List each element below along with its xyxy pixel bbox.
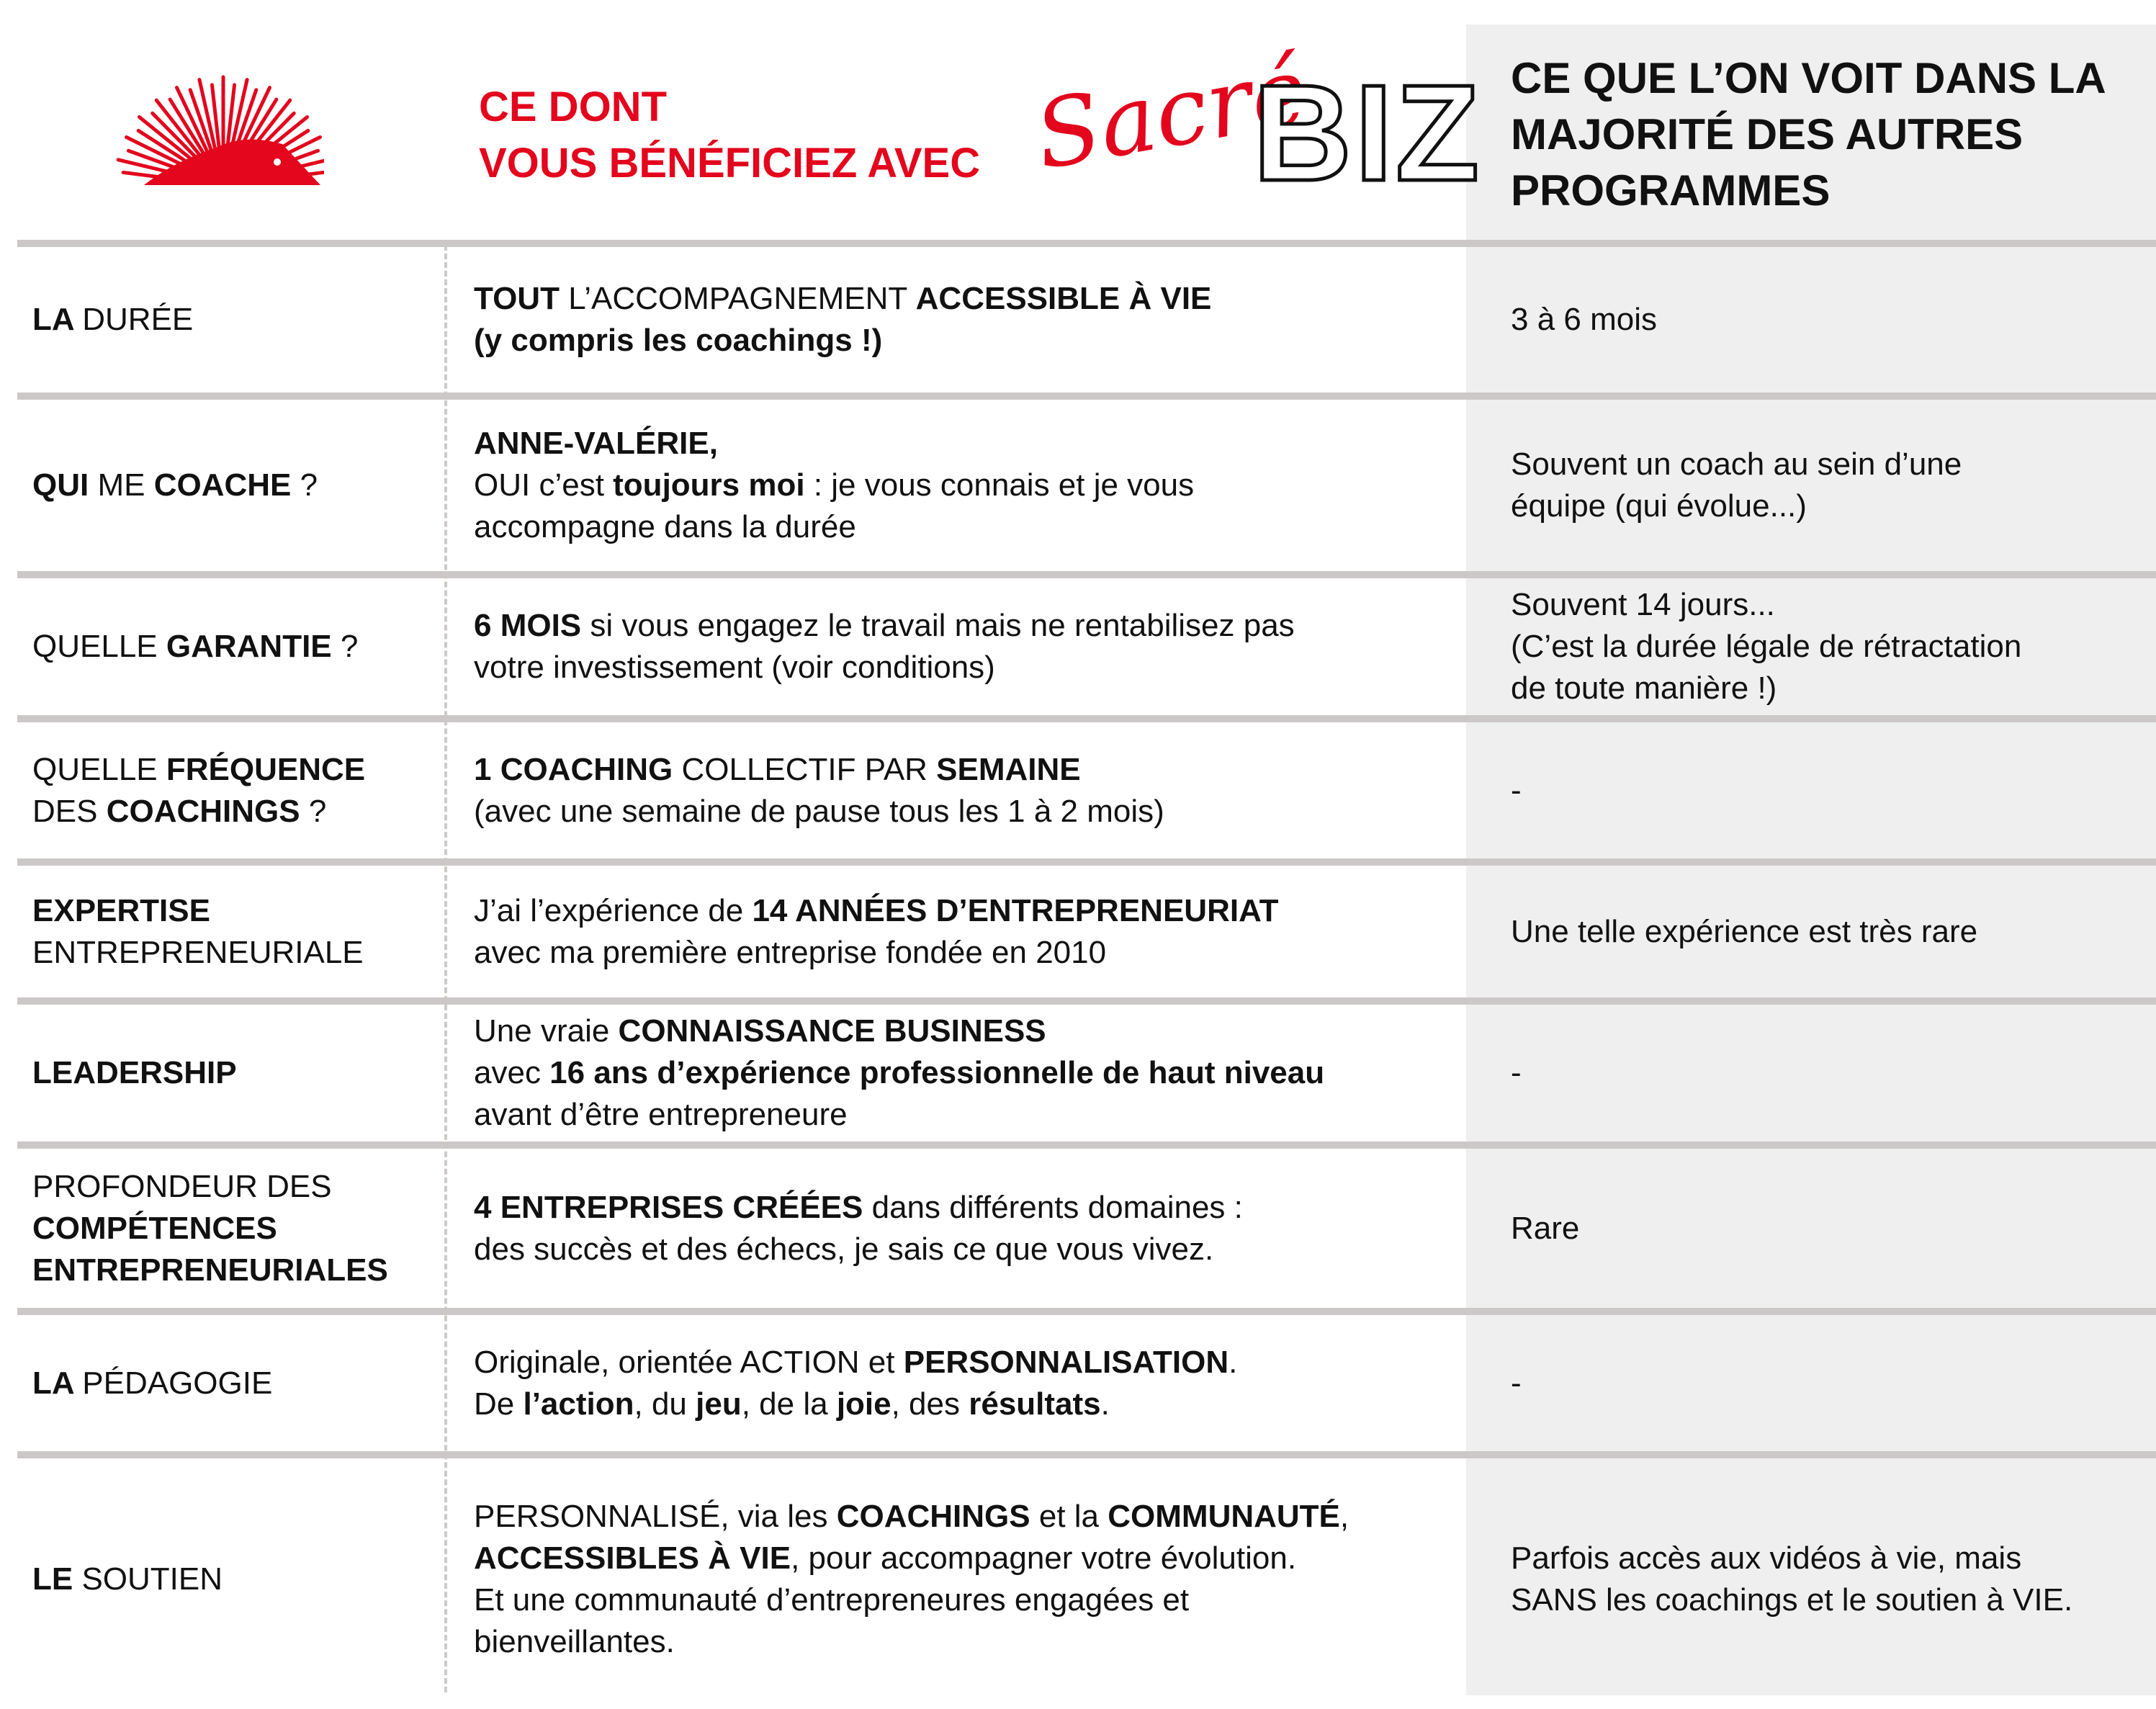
- text: J’ai l’expérience de: [474, 892, 753, 928]
- cell-line: [474, 320, 1453, 362]
- cell-line: Souvent un coach au sein d’une: [1511, 447, 1962, 482]
- text: DURÉE: [82, 302, 194, 337]
- bold-text: LEADERSHIP: [32, 1055, 237, 1090]
- comparison-title-line: CE QUE L’ON VOIT DANS LA: [1511, 54, 2106, 102]
- row-divider: [17, 393, 2156, 400]
- bold-text: LE: [32, 1561, 82, 1597]
- text: dans différents domaines :: [863, 1189, 1243, 1225]
- text: ME: [89, 467, 154, 503]
- criterion-cell: [32, 866, 436, 997]
- cell-line: [474, 1342, 1453, 1383]
- bold-text: COMMUNAUTÉ: [1108, 1498, 1340, 1534]
- text: , pour accompagner votre évolution.: [791, 1540, 1297, 1576]
- criterion-cell: [32, 400, 436, 571]
- others-cell: [1511, 866, 2144, 997]
- table-row: [0, 578, 2156, 715]
- text: ?: [300, 793, 327, 829]
- cell-line: [474, 465, 1453, 506]
- text: bienveillantes.: [474, 1623, 675, 1659]
- text: , du: [634, 1386, 696, 1422]
- table-row: [0, 1458, 2156, 1700]
- text: ,: [1339, 1498, 1349, 1534]
- cell-line: [32, 791, 436, 833]
- cell-line: équipe (qui évolue...): [1511, 488, 1807, 524]
- text: ?: [291, 467, 318, 503]
- comparison-column-title: [1511, 50, 2106, 219]
- others-cell: [1511, 247, 2144, 393]
- cell-line: [32, 890, 436, 932]
- table-row: [0, 722, 2156, 858]
- row-divider: [17, 1141, 2156, 1149]
- cell-line: [474, 423, 1453, 465]
- text: ?: [331, 629, 359, 664]
- bold-text: LA: [32, 302, 83, 337]
- bold-text: COACHE: [153, 467, 292, 503]
- cell-line: 3 à 6 mois: [1511, 302, 1657, 337]
- bold-text: jeu: [696, 1386, 742, 1422]
- bold-text: (y compris les coachings !): [474, 323, 883, 358]
- bold-text: TOUT: [474, 281, 560, 316]
- sacrebiz-cell: [474, 866, 1453, 997]
- cell-line: [474, 647, 1453, 688]
- text: avec ma première entreprise fondée en 2010: [474, 934, 1107, 970]
- cell-line: Rare: [1511, 1210, 1580, 1246]
- table-row: [0, 1149, 2156, 1308]
- cell-line: [474, 1579, 1453, 1621]
- table-row: [0, 400, 2156, 571]
- cell-line: [32, 1558, 436, 1600]
- text: PERSONNALISÉ, via les: [474, 1498, 837, 1534]
- others-cell: [1511, 1458, 2144, 1700]
- text: ENTREPRENEURIALE: [32, 934, 364, 970]
- text: Et une communauté d’entrepreneures engagées et: [474, 1582, 1190, 1618]
- cell-line: [32, 299, 436, 341]
- cell-line: [32, 749, 436, 791]
- table-row: [0, 247, 2156, 393]
- cell-line: [474, 1229, 1453, 1270]
- brand-script-wordmark: Sacré: [1027, 35, 1315, 191]
- text: PÉDAGOGIE: [82, 1365, 273, 1401]
- text: des succès et des échecs, je sais ce que vous vivez.: [474, 1231, 1214, 1267]
- text: Une vraie: [474, 1013, 619, 1049]
- text: (avec une semaine de pause tous les 1 à 2 mois): [474, 793, 1164, 829]
- bold-text: ACCESSIBLE À VIE: [915, 281, 1212, 316]
- criterion-cell: [32, 1149, 436, 1308]
- bold-text: ANNE-VALÉRIE,: [474, 426, 718, 461]
- bold-text: COACHINGS: [836, 1498, 1030, 1534]
- comparison-title-line: MAJORITÉ DES AUTRES: [1511, 110, 2024, 158]
- cell-line: [474, 749, 1453, 791]
- cell-line: Parfois accès aux vidéos à vie, mais: [1511, 1540, 2022, 1576]
- header-title-line: CE DONT: [479, 84, 667, 130]
- row-divider: [17, 997, 2156, 1005]
- cell-line: -: [1511, 1365, 1522, 1401]
- text: DES: [32, 793, 107, 829]
- cell-line: [32, 1166, 436, 1208]
- cell-line: -: [1511, 772, 1522, 808]
- bold-text: ACCESSIBLES À VIE: [474, 1540, 791, 1576]
- bold-text: 16 ans d’expérience professionnelle de haut niveau: [549, 1055, 1325, 1090]
- others-cell: [1511, 1149, 2144, 1308]
- table-row: [0, 1005, 2156, 1141]
- cell-line: [32, 465, 436, 506]
- cell-line: [474, 1383, 1453, 1425]
- criterion-cell: [32, 578, 436, 715]
- criterion-cell: [32, 1005, 436, 1141]
- text: et la: [1030, 1498, 1108, 1534]
- bold-text: toujours moi: [613, 467, 805, 503]
- criterion-cell: [32, 247, 436, 393]
- row-divider: [17, 858, 2156, 866]
- table-row: [0, 1315, 2156, 1451]
- bold-text: COMPÉTENCES: [32, 1210, 277, 1246]
- bold-text: EXPERTISE: [32, 892, 210, 928]
- bold-text: 1 COACHING: [474, 751, 673, 787]
- sacrebiz-cell: [474, 400, 1453, 571]
- cell-line: [474, 605, 1453, 647]
- criterion-cell: [32, 722, 436, 858]
- text: QUELLE: [32, 629, 166, 664]
- cell-line: Souvent 14 jours...: [1511, 587, 1775, 622]
- bold-text: SEMAINE: [936, 751, 1081, 787]
- criterion-cell: [32, 1458, 436, 1700]
- brand-logo: [1027, 35, 1483, 210]
- cell-line: [32, 932, 436, 974]
- bold-text: joie: [836, 1386, 891, 1422]
- cell-line: Une telle expérience est très rare: [1511, 913, 1978, 949]
- table-row: [0, 866, 2156, 997]
- bold-text: GARANTIE: [166, 629, 332, 664]
- others-cell: [1511, 722, 2144, 858]
- text: si vous engagez le travail mais ne rentabilisez pas: [581, 608, 1295, 643]
- red-sunburst-hedgehog-logo: [115, 61, 324, 191]
- cell-line: [474, 1621, 1453, 1663]
- bold-text: ENTREPRENEURIALES: [32, 1252, 388, 1288]
- cell-line: [474, 1538, 1453, 1579]
- text: Originale, orientée ACTION et: [474, 1344, 904, 1380]
- text: QUELLE: [32, 751, 166, 787]
- text: avant d’être entrepreneure: [474, 1097, 848, 1132]
- text: L’ACCOMPAGNEMENT: [559, 281, 916, 316]
- cell-line: [32, 1052, 436, 1094]
- cell-line: [32, 1363, 436, 1404]
- text: OUI c’est: [474, 467, 614, 503]
- cell-line: [32, 626, 436, 668]
- text: .: [1229, 1344, 1238, 1380]
- bold-text: COACHINGS: [106, 793, 300, 829]
- bold-text: LA: [32, 1365, 83, 1401]
- sacrebiz-cell: [474, 578, 1453, 715]
- cell-line: (C’est la durée légale de rétractation: [1511, 629, 2022, 664]
- text: avec: [474, 1055, 550, 1090]
- row-divider: [17, 1308, 2156, 1315]
- sacrebiz-cell: [474, 247, 1453, 393]
- cell-line: [474, 932, 1453, 974]
- row-divider: [17, 571, 2156, 578]
- bold-text: 6 MOIS: [474, 608, 582, 643]
- cell-line: [474, 506, 1453, 548]
- cell-line: [474, 1094, 1453, 1136]
- text: , des: [891, 1386, 969, 1422]
- row-divider: [17, 240, 2156, 247]
- cell-line: [474, 1496, 1453, 1538]
- header-title-line: VOUS BÉNÉFICIEZ AVEC: [479, 140, 981, 187]
- text: De: [474, 1386, 524, 1422]
- bold-text: 4 ENTREPRISES CRÉÉES: [474, 1189, 863, 1225]
- row-divider: [17, 1451, 2156, 1458]
- others-cell: [1511, 1005, 2144, 1141]
- cell-line: [32, 1208, 436, 1250]
- criterion-cell: [32, 1315, 436, 1451]
- comparison-title-line: PROGRAMMES: [1511, 166, 1831, 215]
- row-divider: [17, 715, 2156, 722]
- text: , de la: [741, 1386, 837, 1422]
- sacrebiz-cell: [474, 722, 1453, 858]
- text: SOUTIEN: [81, 1561, 223, 1597]
- text: votre investissement (voir conditions): [474, 650, 995, 685]
- text: PROFONDEUR DES: [32, 1168, 332, 1204]
- sacrebiz-cell: [474, 1005, 1453, 1141]
- cell-line: [474, 791, 1453, 833]
- sacrebiz-cell: [474, 1315, 1453, 1451]
- cell-line: [474, 890, 1453, 932]
- bold-text: FRÉQUENCE: [166, 751, 366, 787]
- text: COLLECTIF PAR: [673, 751, 937, 787]
- cell-line: SANS les coachings et le soutien à VIE.: [1511, 1582, 2073, 1618]
- text: .: [1100, 1386, 1110, 1422]
- bold-text: résultats: [969, 1386, 1101, 1422]
- cell-line: -: [1511, 1055, 1522, 1090]
- bold-text: QUI: [32, 467, 89, 503]
- cell-line: [474, 1187, 1453, 1229]
- cell-line: de toute manière !): [1511, 670, 1777, 706]
- bold-text: PERSONNALISATION: [903, 1344, 1229, 1380]
- cell-line: [474, 278, 1453, 320]
- bold-text: 14 ANNÉES D’ENTREPRENEURIAT: [752, 892, 1279, 928]
- sacrebiz-cell: [474, 1149, 1453, 1308]
- cell-line: [474, 1010, 1453, 1052]
- cell-line: [32, 1250, 436, 1291]
- brand-bold-wordmark: BIZ: [1253, 57, 1483, 210]
- others-cell: [1511, 578, 2144, 715]
- others-cell: [1511, 400, 2144, 571]
- bold-text: l’action: [523, 1386, 634, 1422]
- text: accompagne dans la durée: [474, 509, 856, 544]
- cell-line: [474, 1052, 1453, 1094]
- bold-text: CONNAISSANCE BUSINESS: [618, 1013, 1046, 1049]
- others-cell: [1511, 1315, 2144, 1451]
- text: : je vous connais et je vous: [804, 467, 1195, 503]
- header-title: [479, 79, 980, 192]
- sacrebiz-cell: [474, 1458, 1453, 1700]
